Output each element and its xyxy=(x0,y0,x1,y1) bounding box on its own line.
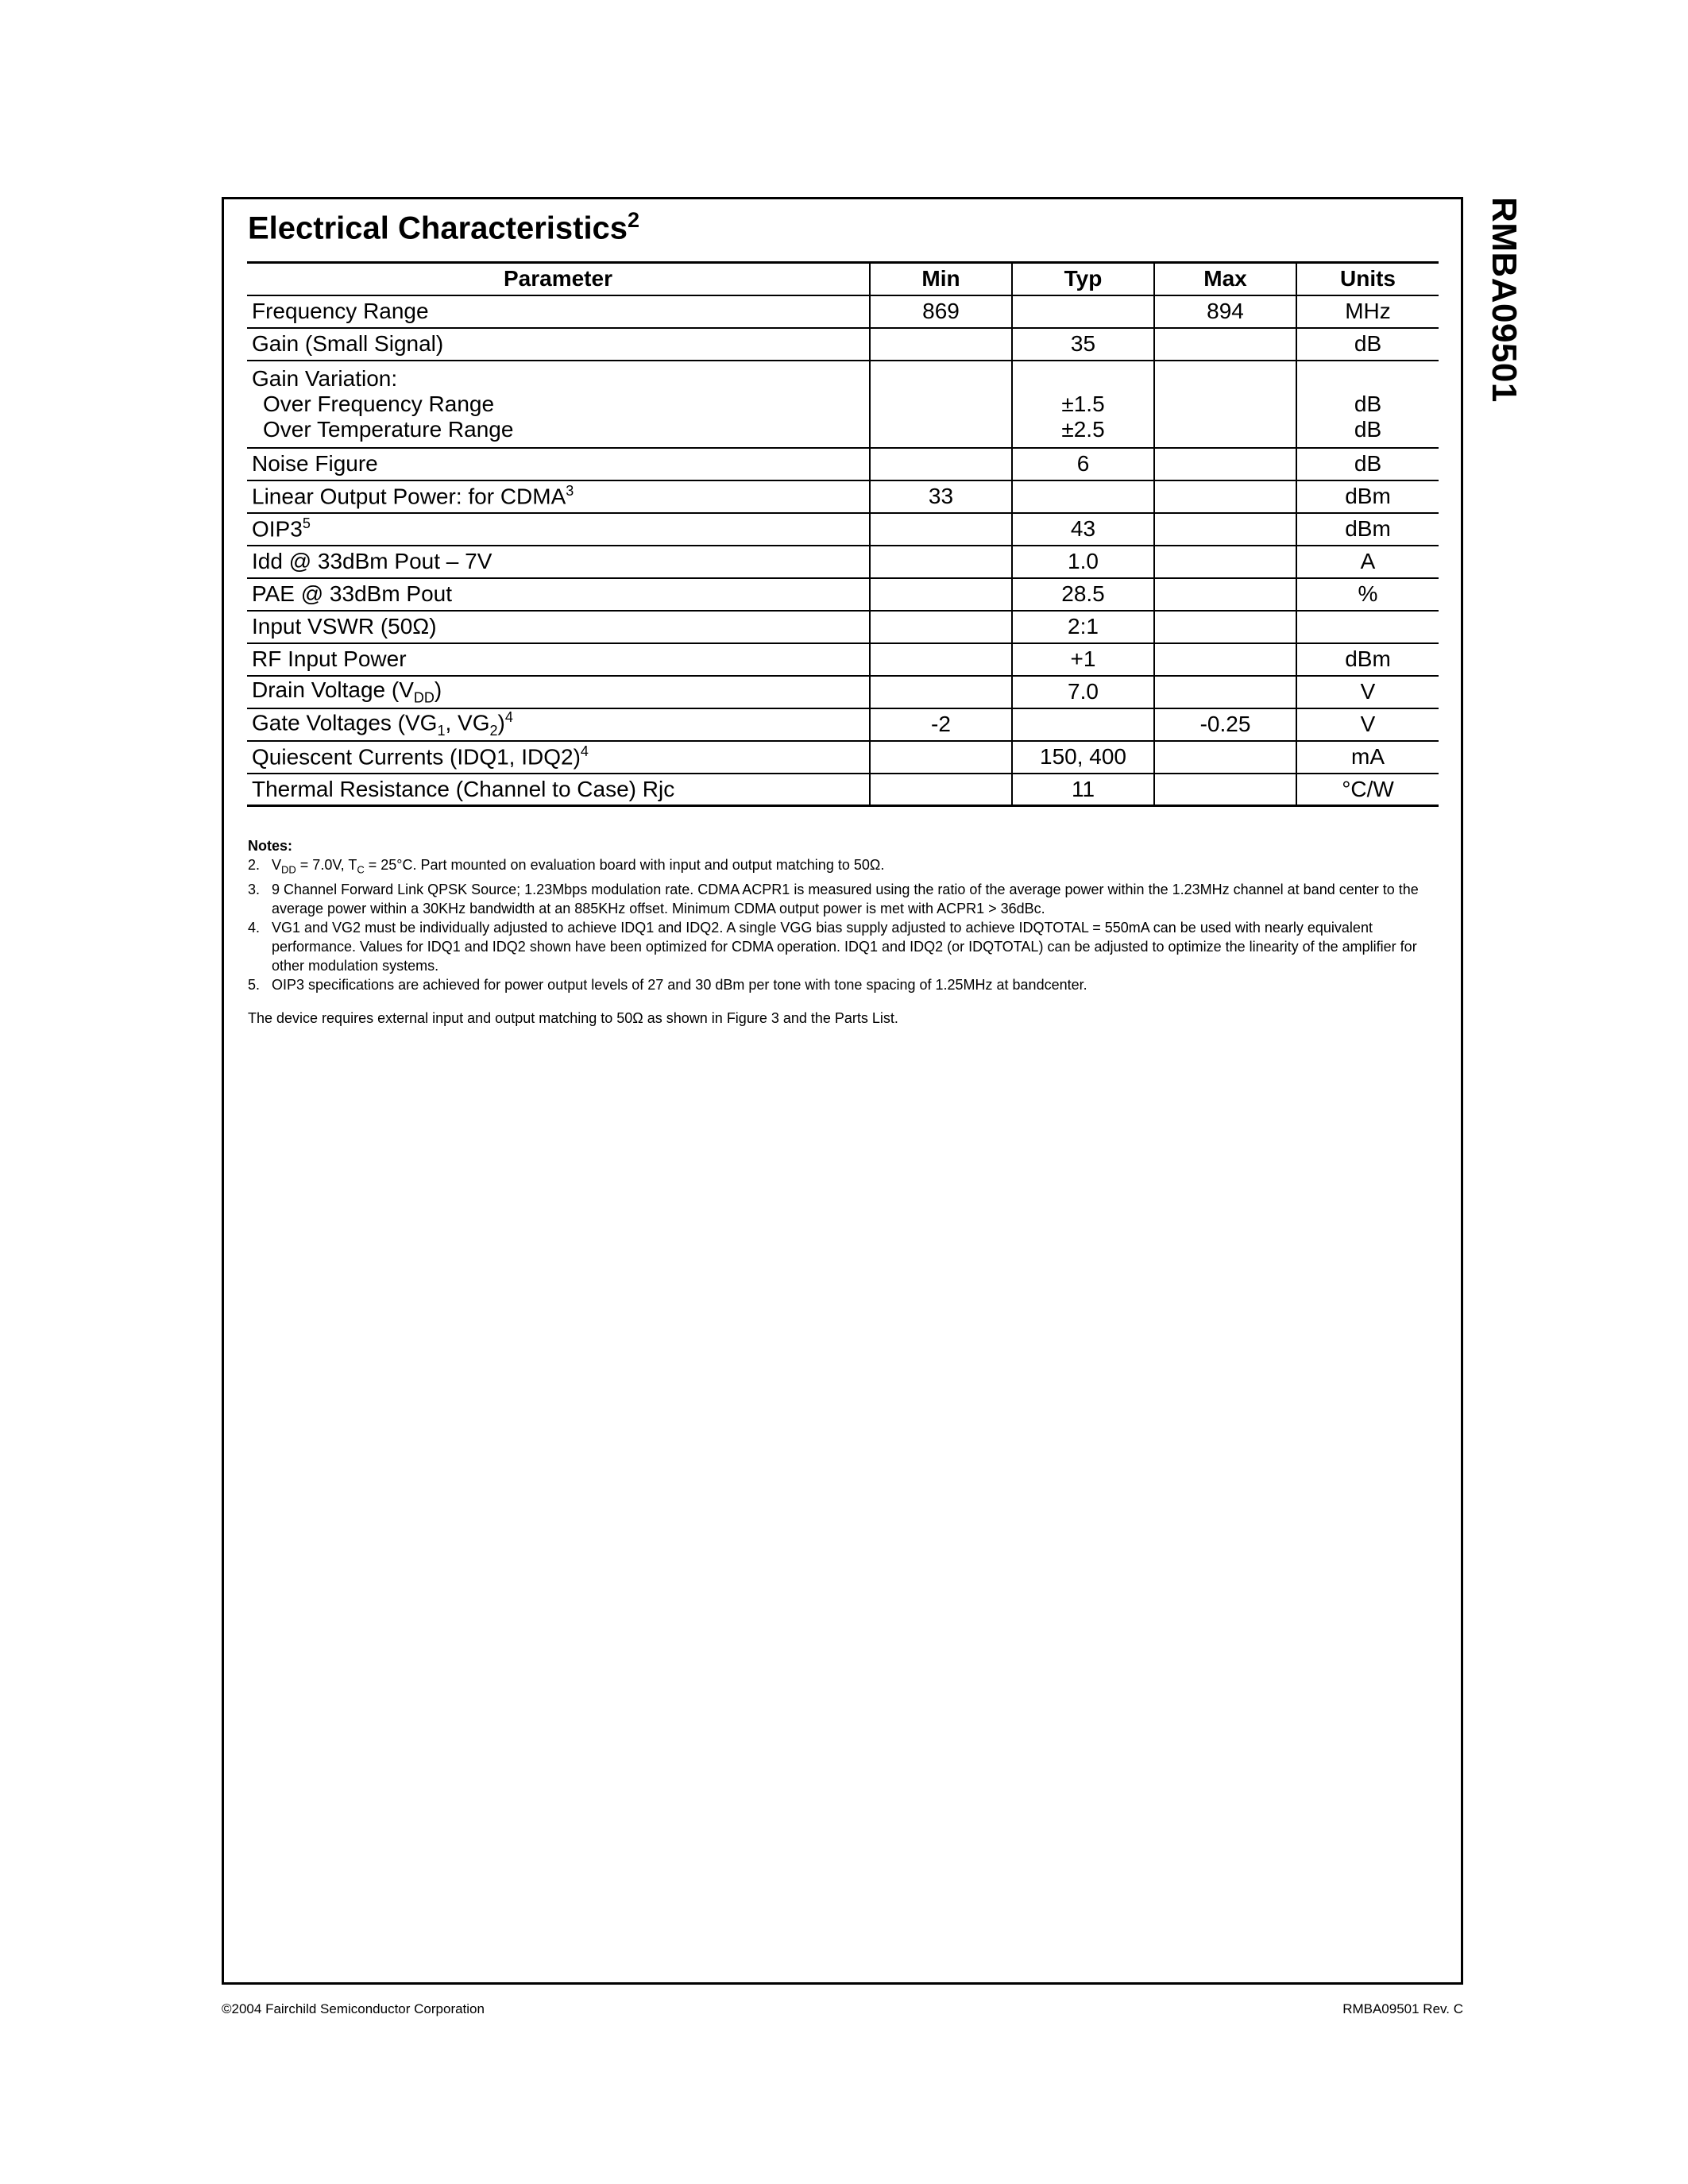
table-row: Noise Figure 6 dB xyxy=(247,448,1439,480)
note-3: 3. 9 Channel Forward Link QPSK Source; 1.23Mbps modulation rate. CDMA ACPR1 is measured using the ratio of the average power within the 1.23MHz channel at band center to the average power within a 30KHz bandwidth at an 885KHz offset. Minimum CDMA output power is met with ACPR1 > 36dBc. xyxy=(248,881,1419,916)
header-units: Units xyxy=(1296,263,1439,295)
electrical-characteristics-table xyxy=(247,261,1439,807)
side-part-number: RMBA09501 xyxy=(1485,197,1524,403)
footer-revision: RMBA09501 Rev. C xyxy=(1342,2001,1463,2016)
table-row: Idd @ 33dBm Pout – 7V 1.0 A xyxy=(247,546,1439,578)
table-row: Gate Voltages ($VG_1$, $VG_2)^4$ -2 -0.25 V xyxy=(247,708,1439,741)
table-row: PAE @ 33dBm Pout 28.5 % xyxy=(247,578,1439,611)
table-row: Gain (Small Signal) 35 dB xyxy=(247,328,1439,361)
table-row: Drain Voltage $(V_{DD})$ 7.0 V xyxy=(247,676,1439,708)
section-heading: Electrical Characteristics$^2$ xyxy=(248,208,640,246)
table-row: Gain Variation: Over Frequency Range Over Temperature Range ±1.5 ±2.5 dB dB xyxy=(247,361,1439,448)
table-row: Input VSWR (50Ω) 2:1 xyxy=(247,611,1439,643)
table-row: Linear Output Power: for CDMA$^3$ 33 dBm xyxy=(247,480,1439,513)
table-row: RF Input Power +1 dBm xyxy=(247,643,1439,676)
header-typ: Typ xyxy=(1012,263,1154,295)
note-4: 4. VG1 and VG2 must be individually adjusted to achieve IDQ1 and IDQ2. A single VGG bias supply adjusted to achieve IDQTOTAL = 550mA can be used with nearly equivalent performance. Values for IDQ1 and IDQ2 shown have been optimized for CDMA operation. IDQ1 and IDQ2 (or IDQTOTAL) can be adjusted to optimize the linearity of the amplifier for other modulation systems. xyxy=(248,919,1417,974)
table-header-row xyxy=(247,263,1439,295)
table-row: Frequency Range 869 894 MHz xyxy=(247,295,1439,328)
device-matching-note: The device requires external input and output matching to 50Ω as shown in Figure 3 and the Parts List. xyxy=(248,1010,898,1026)
notes-title: Notes: xyxy=(248,838,293,854)
table-row: Thermal Resistance (Channel to Case) Rjc 11 °C/W xyxy=(247,774,1439,806)
note-5: 5. OIP3 specifications are achieved for power output levels of 27 and 30 dBm per tone with tone spacing of 1.25MHz at bandcenter. xyxy=(248,976,1087,993)
footer-copyright: ©2004 Fairchild Semiconductor Corporation xyxy=(222,2001,485,2016)
table-row: $OIP3^5$ 43 dBm xyxy=(247,513,1439,546)
header-min: Min xyxy=(870,263,1012,295)
header-max: Max xyxy=(1154,263,1296,295)
header-parameter: Parameter xyxy=(247,263,870,295)
note-2: 2. $V_{DD} = 7.0V$, $T_C = 25^\circ C$. Part mounted on evaluation board with input and output matching to 50Ω. xyxy=(248,857,885,876)
notes-section xyxy=(248,836,1439,994)
table-row: Quiescent Currents (IDQ1, IDQ2)$^4$ 150, 400 mA xyxy=(247,741,1439,774)
